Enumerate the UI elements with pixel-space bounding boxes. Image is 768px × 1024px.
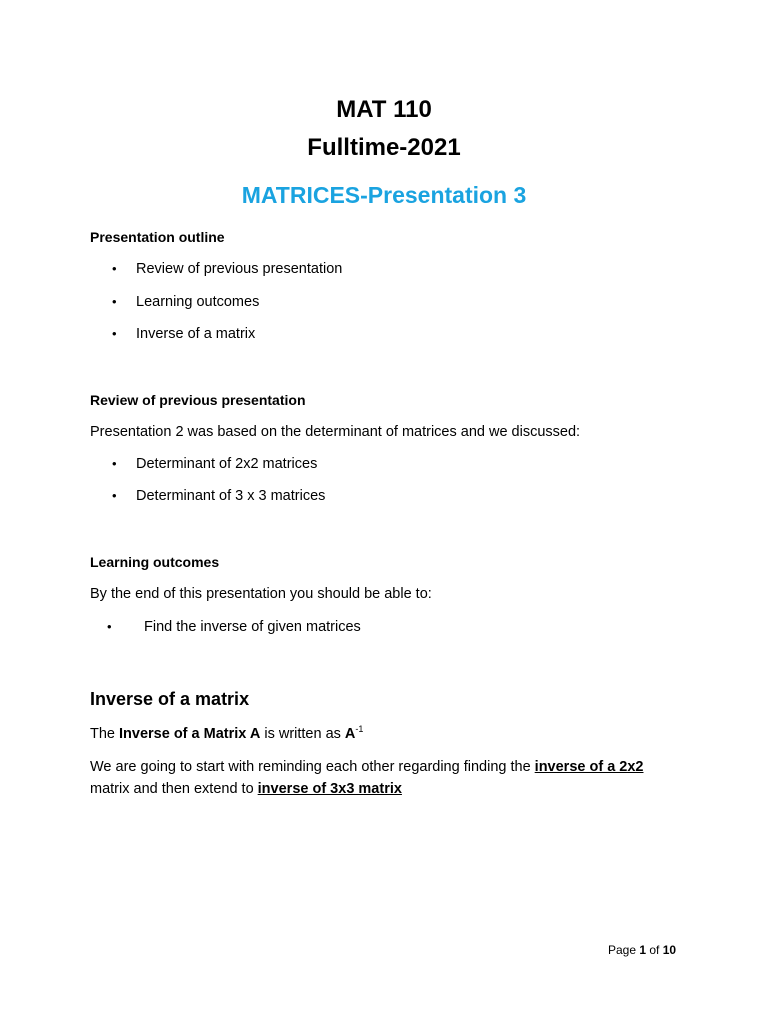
bullet-icon: •: [112, 456, 117, 471]
bullet-icon: •: [107, 619, 112, 634]
outcomes-heading: Learning outcomes: [90, 554, 220, 570]
inverse-definition: The Inverse of a Matrix A is written as $A^{-1}$: [90, 724, 364, 742]
review-heading: Review of previous presentation: [90, 392, 306, 408]
review-item: • Determinant of 2x2 matrices: [112, 456, 318, 472]
outline-item: • Review of previous presentation: [112, 261, 343, 277]
inverse-paragraph-line2: matrix and then extend to inverse of 3x3 matrix: [90, 781, 402, 797]
topic-title: MATRICES-Presentation 3: [241, 182, 527, 208]
inverse-paragraph-line1: We are going to start with reminding each other regarding finding the inverse of a 2x2: [90, 759, 644, 775]
course-title: MAT 110: [336, 96, 432, 123]
inverse-2x2-link[interactable]: inverse of a 2x2: [534, 759, 644, 775]
inverse-3x3-link[interactable]: inverse of 3x3 matrix: [257, 781, 402, 797]
outline-item: • Inverse of a matrix: [112, 326, 256, 342]
bullet-icon: •: [112, 326, 117, 341]
bullet-icon: •: [112, 261, 117, 276]
bullet-icon: •: [112, 488, 117, 503]
review-item: • Determinant of 3 x 3 matrices: [112, 488, 326, 504]
outline-item: • Learning outcomes: [112, 294, 260, 310]
outcomes-item: • Find the inverse of given matrices: [107, 619, 361, 635]
review-intro: Presentation 2 was based on the determinant of matrices and we discussed:: [90, 424, 581, 440]
outline-heading: Presentation outline: [90, 229, 225, 245]
inverse-heading: Inverse of a matrix: [90, 689, 250, 709]
outcomes-intro: By the end of this presentation you should be able to:: [90, 586, 432, 602]
page-number: Page 1 of 10: [608, 943, 677, 957]
session-title: Fulltime-2021: [307, 134, 461, 161]
bullet-icon: •: [112, 294, 117, 309]
